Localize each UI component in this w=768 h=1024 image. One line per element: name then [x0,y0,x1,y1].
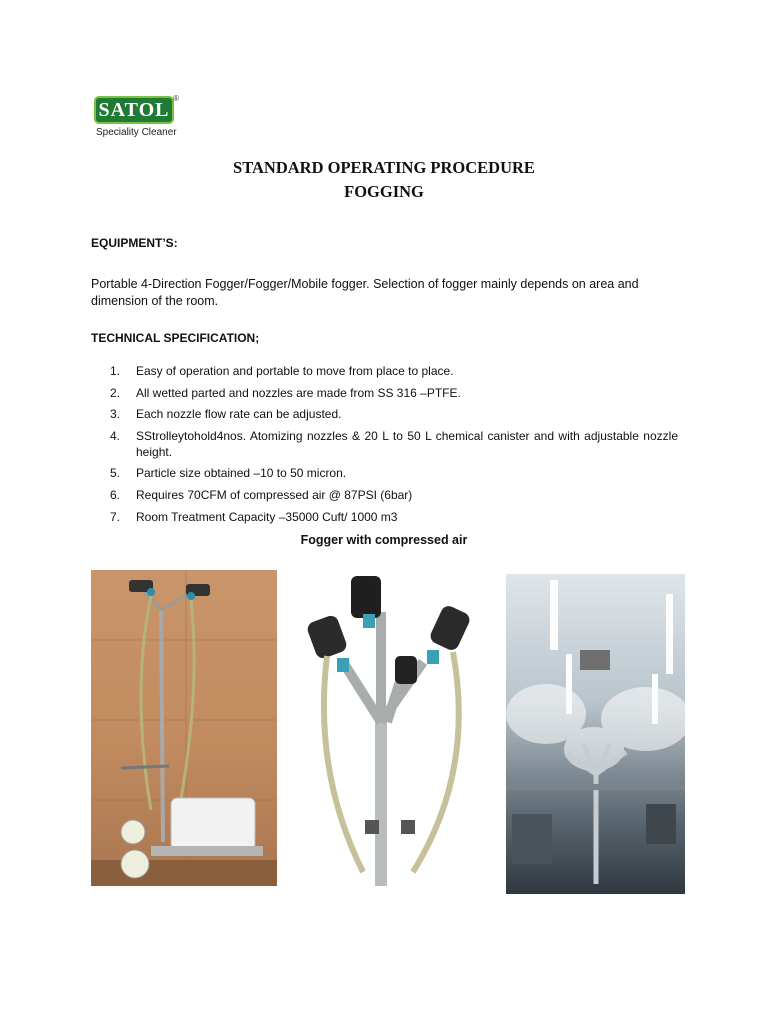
technical-spec-list [110,364,678,531]
document-subtitle: FOGGING [344,182,424,201]
spec-item [110,364,678,380]
spec-number: 6. [110,487,121,502]
spec-number: 7. [110,509,121,524]
equipment-paragraph: Portable 4-Direction Fogger/Fogger/Mobile fogger. Selection of fogger mainly depends on area and dimension of the room. [91,277,639,308]
technical-spec-heading: TECHNICAL SPECIFICATION; [91,331,260,345]
nozzle-head-photo [303,572,483,886]
spec-text: Room Treatment Capacity –35000 Cuft/ 1000 m3 [136,509,398,524]
document-title: STANDARD OPERATING PROCEDURE [233,158,535,177]
logo-tagline: Speciality Cleaner [96,127,177,138]
equipment-heading: EQUIPMENT’S: [91,236,178,250]
spec-number: 2. [110,385,121,400]
spec-text: Particle size obtained –10 to 50 micron. [136,466,347,481]
satol-logo [94,96,180,142]
trolley-fogger-photo [91,570,277,886]
registered-mark: ® [173,94,179,103]
spec-item [110,510,678,526]
logo-badge: SATOL [94,96,174,124]
trolley-fogger-illustration [91,570,277,886]
spec-item [110,488,678,504]
spec-text: Easy of operation and portable to move from place to place. [136,364,454,378]
spec-number: 5. [110,466,121,481]
spec-text: SStrolleytohold4nos. Atomizing nozzles & 20 L to 50 L chemical canister and with adjustable nozzle height. [136,429,678,459]
spec-item [110,407,678,423]
spec-item [110,429,678,460]
fogging-operation-photo [506,574,685,894]
nozzle-head-illustration [303,572,483,886]
figure-caption: Fogger with compressed air [300,533,468,547]
fogging-operation-illustration [506,574,685,894]
spec-text: Requires 70CFM of compressed air @ 87PSI (6bar) [136,487,413,502]
spec-text: Each nozzle flow rate can be adjusted. [136,407,342,422]
spec-text: All wetted parted and nozzles are made from SS 316 –PTFE. [136,385,461,400]
spec-item [110,386,678,402]
spec-number: 3. [110,407,121,422]
spec-number: 4. [110,429,121,444]
spec-number: 1. [110,364,121,378]
spec-item [110,466,678,482]
